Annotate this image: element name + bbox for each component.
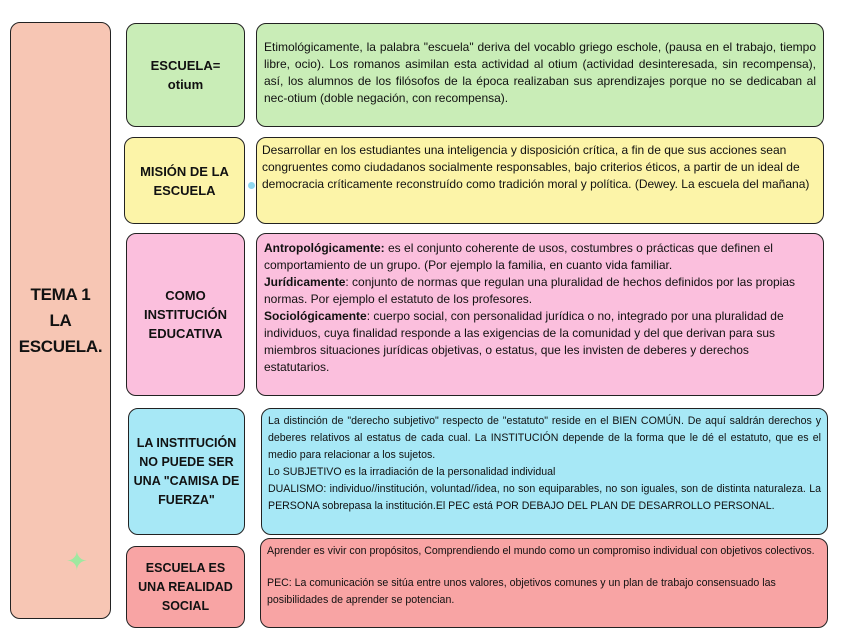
paragraph-gap bbox=[267, 560, 821, 575]
main-title-line-2: LA bbox=[49, 310, 72, 330]
main-topic-title bbox=[19, 282, 103, 360]
label-line: NO PUEDE SER bbox=[139, 454, 234, 469]
content-camisa-de-fuerza bbox=[261, 408, 828, 535]
label-line: otium bbox=[167, 77, 204, 92]
main-title-line-3: ESCUELA. bbox=[18, 336, 103, 356]
label-line: MISIÓN DE LA bbox=[140, 163, 229, 179]
content-mision-escuela bbox=[256, 137, 824, 224]
main-title-line-1: TEMA 1 bbox=[30, 284, 91, 304]
label-line: ESCUELA= bbox=[150, 58, 221, 73]
label-line: SOCIAL bbox=[161, 598, 210, 613]
label-realidad-social bbox=[126, 546, 245, 628]
content-text: Etimológicamente, la palabra "escuela" deriva del vocablo griego eschole, (pausa en el trabajo, tiempo libre, ocio). Los romanos asimilan esta actividad al otium (actividad desinteresada, sin recompensa), así, los alumnos de los filósofos de la época realizaban sus aprendizajes porque no se dedicaban al nec-otium (doble negación, con recompensa). bbox=[264, 40, 816, 105]
definition: es el conjunto coherente de usos, costumbres o prácticas que definen el comportamiento de un grupo. (Por ejemplo la familia, en cuanto vida familiar. bbox=[264, 241, 773, 272]
content-paragraph: DUALISMO: individuo//institución, voluntad//idea, no son equiparables, no son iguales, son de distinta naturaleza. La PERSONA sobrepasa la institución.El PEC está POR DEBAJO DEL PLAN DE DESARROLLO PERSONAL. bbox=[268, 483, 821, 512]
label-line: EDUCATIVA bbox=[148, 326, 223, 341]
content-paragraph: Lo SUBJETIVO es la irradiación de la personalidad individual bbox=[268, 466, 556, 478]
label-camisa-de-fuerza bbox=[128, 408, 245, 535]
label-line: COMO bbox=[165, 288, 206, 303]
label-line: ESCUELA bbox=[153, 182, 216, 198]
sparkle-icon: ✦ bbox=[66, 546, 88, 576]
label-line: ESCUELA ES bbox=[145, 560, 226, 575]
content-text: Desarrollar en los estudiantes una inteligencia y disposición crítica, a fin de que sus acciones sean congruentes como ciudadanos socialmente responsables, bajo criterios éticos, a partir de un ideal de democracia críticamente reconstruído como tradición moral y política. (Dewey. La escuela del mañana) bbox=[262, 143, 810, 191]
definition: : conjunto de normas que regulan una pluralidad de hechos definidos por las propias normas. Por ejemplo el estatuto de los profesores. bbox=[264, 275, 796, 306]
paragraph-sociologicamente bbox=[264, 308, 816, 376]
label-line: LA INSTITUCIÓN bbox=[136, 435, 237, 450]
main-topic-box bbox=[10, 22, 111, 619]
term: Sociológicamente bbox=[264, 309, 367, 323]
connector-dot bbox=[248, 182, 255, 189]
label-mision-escuela bbox=[124, 137, 245, 224]
label-line: UNA REALIDAD bbox=[138, 579, 233, 594]
term: Antropológicamente: bbox=[264, 241, 385, 255]
content-institucion-educativa bbox=[256, 233, 824, 396]
term: Jurídicamente bbox=[264, 275, 346, 289]
label-line: UNA "CAMISA DE bbox=[133, 473, 240, 488]
content-paragraph: Aprender es vivir con propósitos, Comprendiendo el mundo como un compromiso individual con objetivos colectivos. bbox=[267, 545, 815, 557]
definition: : cuerpo social, con personalidad jurídica o no, integrado por una pluralidad de individuos, cuya finalidad responde a las exigencias de la comunidad y del que derivan para sus miembros situaciones jurídicas objetivas, o estatus, que les invisten de deberes y derechos estatutarios. bbox=[264, 309, 784, 374]
label-line: INSTITUCIÓN bbox=[143, 307, 228, 322]
content-paragraph: La distinción de "derecho subjetivo" respecto de "estatuto" reside en el BIEN COMÚN. De aquí saldrán derechos y deberes relativos al estatus de cada cual. La INSTITUCIÓN depende de la forma que le dé el estatuto, que es el medio para relacionar a los sujetos. bbox=[268, 415, 821, 461]
content-realidad-social bbox=[260, 538, 828, 628]
content-escuela-otium bbox=[256, 23, 824, 127]
label-line: FUERZA" bbox=[158, 492, 215, 507]
paragraph-antropologicamente bbox=[264, 240, 816, 274]
content-paragraph: PEC: La comunicación se sitúa entre unos valores, objetivos comunes y un plan de trabajo consensuado las posibilidades de aprender se potencian. bbox=[267, 577, 776, 606]
label-escuela-otium bbox=[126, 23, 245, 127]
label-institucion-educativa bbox=[126, 233, 245, 396]
paragraph-juridicamente bbox=[264, 274, 816, 308]
